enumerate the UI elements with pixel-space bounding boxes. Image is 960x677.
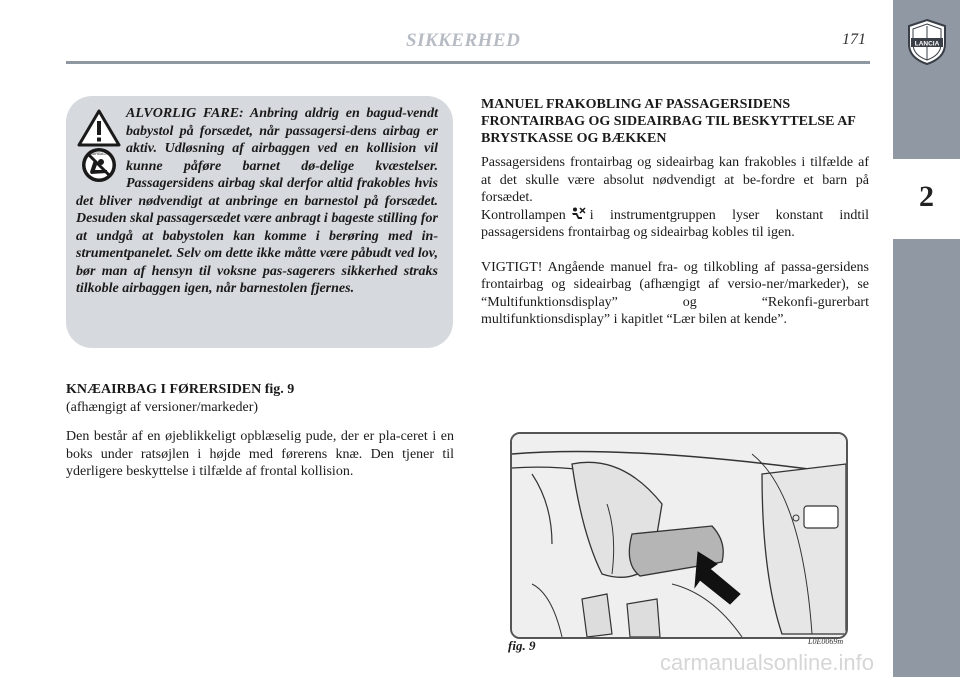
warning-text: ALVORLIG FARE: Anbring aldrig en bagud-vendt babystol på forsædet, når passagersi-dens airbag er aktiv. Udløsning af airbaggen ved en kollision vil kunne påføre barnet dø-delige kvæstelser. Passagersidens airbag skal derfor altid frakobles hvis det bliver nødvendigt at anbringe en barnestol på forsædet. Desuden skal passagersædet være anbragt i bageste stilling for at undgå at babystolen kan komme i berøring med in-strumentpanelet. Selv om dette ikke måtte være påbudt ved lov, bør man af hensyn til voksne pas-sagerers sikkerhed straks tilkoble airbaggen igen, når barnestolen fjernes. [76, 106, 438, 296]
logo-text: LANCIA [914, 40, 940, 48]
paragraph-deactivation: Passagersidens frontairbag og sideairbag kan frakobles i tilfælde af at det skulle være absolut nødvendigt at be-fordre et barn på forsædet. [481, 155, 869, 205]
warning-lamp-text-before: Kontrollampen [481, 207, 566, 223]
knee-airbag-heading: KNÆAIRBAG I FØRERSIDEN fig. 9 [66, 382, 295, 397]
paragraph-important: VIGTIGT! Angående manuel fra- og tilkobling af passa-gersidens frontairbag og sideairbag (afhængigt af versio-ner/markeder), se “Multifunktionsdisplay” og “Rekonfi-gurerbart multifunktionsdisplay” i kapitlet “Lær bilen at kende”. [481, 259, 869, 327]
chapter-number: 2 [919, 180, 934, 213]
figure-code: L0E0069m [808, 637, 844, 646]
figure-caption: fig. 9 [508, 638, 536, 653]
knee-airbag-subheading: (afhængigt af versioner/markeder) [66, 400, 259, 415]
dashboard-illustration [512, 434, 846, 637]
lancia-logo-icon [906, 18, 948, 66]
manual-deactivation-body [481, 154, 869, 329]
header-divider [66, 61, 870, 64]
knee-airbag-body: Den består af en øjeblikkeligt opblæselig pude, der er pla-ceret i en boks under ratsøjlen i højde med førerens knæ. Den tjener til yderligere beskyttelse i tilfælde af frontal kollision. [66, 429, 454, 479]
warning-lamp-text-after: i instrumentgruppen lyser konstant indtil passagersidens frontairbag og sideairbag kobles til igen. [481, 207, 869, 240]
chapter-sidebar [893, 0, 960, 677]
manual-deactivation-heading: MANUEL FRAKOBLING AF PASSAGERSIDENS FRONTAIRBAG OG SIDEAIRBAG TIL BESKYTTELSE AF BRYSTKASSE OG BÆKKEN [481, 97, 856, 146]
page-number: 171 [842, 31, 866, 48]
section-title: SIKKERHED [406, 30, 521, 51]
watermark: carmanualsonline.info [660, 650, 875, 675]
knee-airbag-figure [510, 432, 848, 639]
warning-text-block [76, 105, 438, 298]
passenger-airbag-off-icon [570, 207, 586, 220]
airbag-icon-label: AIRBAG [91, 151, 107, 156]
paragraph-warning-lamp [481, 207, 869, 242]
